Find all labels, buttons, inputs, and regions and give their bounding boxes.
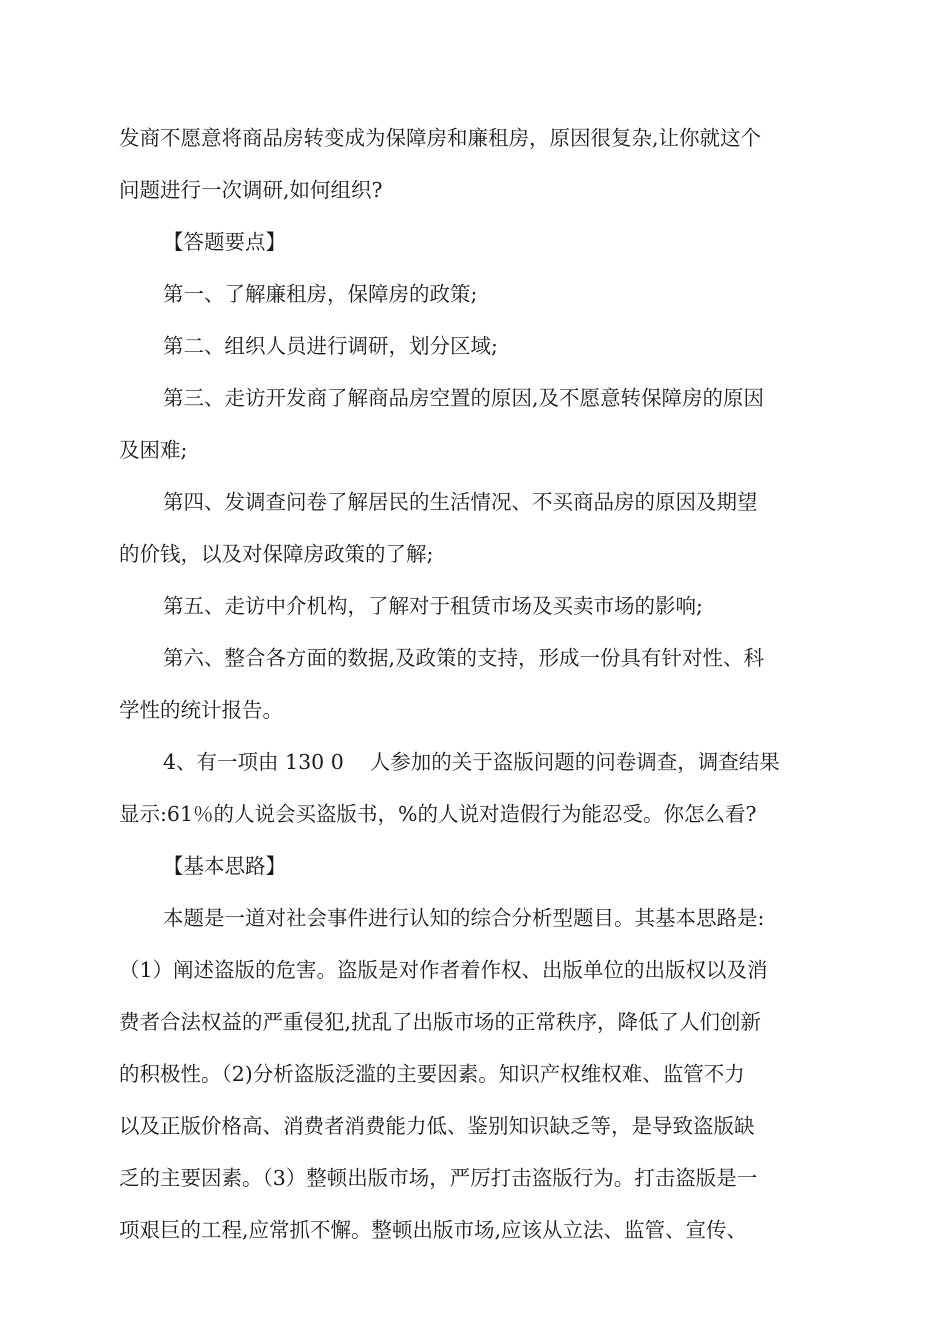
- answer-point-2: 第二、组织人员进行调研，划分区域;: [163, 334, 498, 358]
- text-line-1: 发商不愿意将商品房转变成为保障房和廉租房，原因很复杂,让你就这个: [119, 126, 762, 150]
- answer-point-5: 第五、走访中介机构，了解对于租赁市场及买卖市场的影响;: [163, 594, 703, 618]
- question-4: 4、有一项由 130 0 人参加的关于盗版问题的问卷调查，调查结果: [163, 750, 780, 774]
- approach-line-1: （1）阐述盗版的危害。盗版是对作者着作权、出版单位的出版权以及消: [119, 958, 768, 982]
- question-4-cont: 显示:61％的人说会买盗版书，%的人说对造假行为能忍受。你怎么看?: [119, 802, 757, 826]
- approach-intro: 本题是一道对社会事件进行认知的综合分析型题目。其基本思路是:: [163, 906, 765, 930]
- approach-line-6: 项艰巨的工程,应常抓不懈。整顿出版市场,应该从立法、监管、宣传、: [119, 1218, 748, 1242]
- text-line-2: 问题进行一次调研,如何组织?: [119, 178, 383, 202]
- approach-line-4: 以及正版价格高、消费者消费能力低、鉴别知识缺乏等，是导致盗版缺: [119, 1114, 755, 1138]
- answer-point-6-cont: 学性的统计报告。: [119, 698, 283, 722]
- approach-line-3: 的积极性。（2)分析盗版泛滥的主要因素。知识产权维权难、监管不力: [119, 1062, 745, 1086]
- answer-point-3-cont: 及困难;: [119, 438, 188, 462]
- section-heading-basic-approach: 【基本思路】: [163, 854, 286, 878]
- approach-line-5: 乏的主要因素。（3）整顿出版市场，严厉打击盗版行为。打击盗版是一: [119, 1166, 758, 1190]
- document-body: [119, 112, 831, 1256]
- answer-point-6: 第六、整合各方面的数据,及政策的支持，形成一份具有针对性、科: [163, 646, 765, 670]
- answer-point-4: 第四、发调查问卷了解居民的生活情况、不买商品房的原因及期望: [163, 490, 758, 514]
- approach-line-2: 费者合法权益的严重侵犯,扰乱了出版市场的正常秩序，降低了人们创新: [119, 1010, 762, 1034]
- section-heading-answer-points: 【答题要点】: [163, 230, 286, 254]
- answer-point-3: 第三、走访开发商了解商品房空置的原因,及不愿意转保障房的原因: [163, 386, 765, 410]
- answer-point-4-cont: 的价钱，以及对保障房政策的了解;: [119, 542, 434, 566]
- answer-point-1: 第一、了解廉租房，保障房的政策;: [163, 282, 478, 306]
